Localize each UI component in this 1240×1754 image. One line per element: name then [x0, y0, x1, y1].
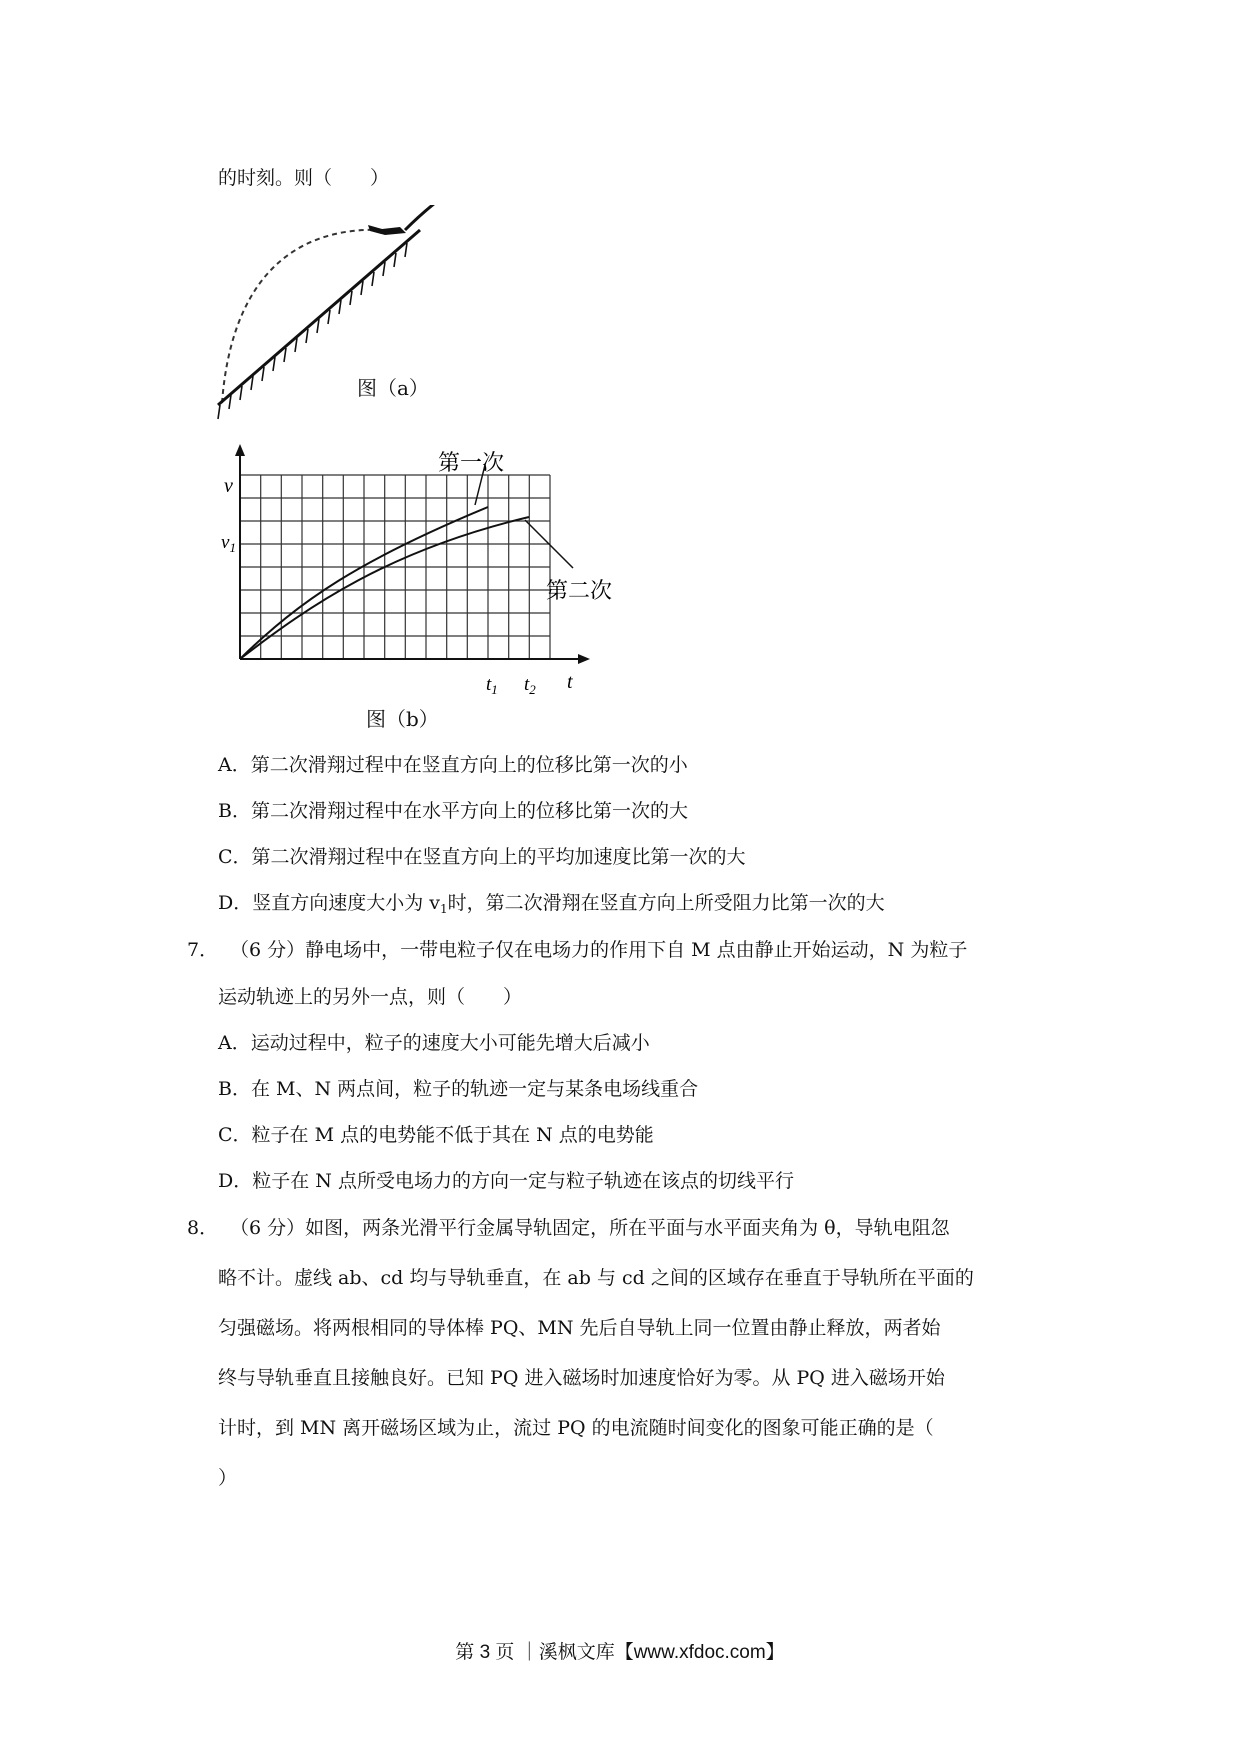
page-footer: 第 3 页 ｜溪枫文库【www.xfdoc.com】 — [455, 1642, 785, 1663]
q8-stem-line2: 略不计。虚线 ab、cd 均与导轨垂直，在 ab 与 cd 之间的区域存在垂直于导轨所在平面的 — [218, 1267, 974, 1289]
q6-option-d-pre: D．竖直方向速度大小为 v — [218, 892, 441, 914]
figure-a-caption: 图（a） — [357, 376, 429, 400]
q6-option-a: A．第二次滑翔过程中在竖直方向上的位移比第一次的小 — [218, 754, 688, 776]
question-continuation: 的时刻。则（ ） — [218, 167, 390, 189]
figure-b-vt-graph — [210, 440, 630, 695]
t-axis-label: t — [567, 671, 573, 693]
q8-stem-line4: 终与导轨垂直且接触良好。已知 PQ 进入磁场时加速度恰好为零。从 PQ 进入磁场开始 — [218, 1367, 945, 1389]
v-axis-label: v — [224, 475, 233, 497]
figure-b-caption: 图（b） — [366, 707, 439, 731]
q7-option-a: A．运动过程中，粒子的速度大小可能先增大后减小 — [218, 1032, 650, 1054]
v1-label: $v_1$ — [221, 532, 236, 555]
t2-label: $t_2$ — [524, 674, 536, 695]
q8-stem-line5: 计时，到 MN 离开磁场区域为止，流过 PQ 的电流随时间变化的图象可能正确的是（ — [218, 1417, 934, 1439]
q7-option-d: D．粒子在 N 点所受电场力的方向一定与粒子轨迹在该点的切线平行 — [218, 1170, 794, 1192]
curve1-label: 第一次 — [438, 450, 505, 475]
q8-stem-line3: 匀强磁场。将两根相同的导体棒 PQ、MN 先后自导轨上同一位置由静止释放，两者始 — [218, 1317, 941, 1339]
q6-option-c: C．第二次滑翔过程中在竖直方向上的平均加速度比第一次的大 — [218, 846, 746, 868]
q7-stem-line1: （6 分）静电场中，一带电粒子仅在电场力的作用下自 M 点由静止开始运动，N 为粒子 — [230, 939, 968, 961]
t1-label: $t_1$ — [486, 674, 498, 695]
slope-top-curve — [405, 205, 435, 230]
q6-option-d-post: 时，第二次滑翔在竖直方向上所受阻力比第一次的大 — [447, 892, 885, 914]
q6-option-d — [218, 890, 885, 922]
q7-stem-line2: 运动轨迹上的另外一点，则（ ） — [218, 986, 523, 1008]
figure-a-slope-diagram — [210, 205, 470, 430]
curve2-label: 第二次 — [546, 578, 613, 603]
q6-option-d-sub: 1 — [440, 902, 448, 916]
q7-option-c: C．粒子在 M 点的电势能不低于其在 N 点的电势能 — [218, 1124, 654, 1146]
grid-lines — [240, 475, 550, 659]
q6-option-b: B．第二次滑翔过程中在水平方向上的位移比第一次的大 — [218, 800, 688, 822]
q8-number: 8． — [187, 1217, 219, 1239]
glider-icon — [368, 225, 406, 235]
q8-stem-line6: ） — [218, 1467, 238, 1489]
q8-stem-line1: （6 分）如图，两条光滑平行金属导轨固定，所在平面与水平面夹角为 θ，导轨电阻忽 — [230, 1217, 950, 1239]
q7-option-b: B．在 M、N 两点间，粒子的轨迹一定与某条电场线重合 — [218, 1078, 699, 1100]
q7-number: 7． — [187, 939, 219, 961]
